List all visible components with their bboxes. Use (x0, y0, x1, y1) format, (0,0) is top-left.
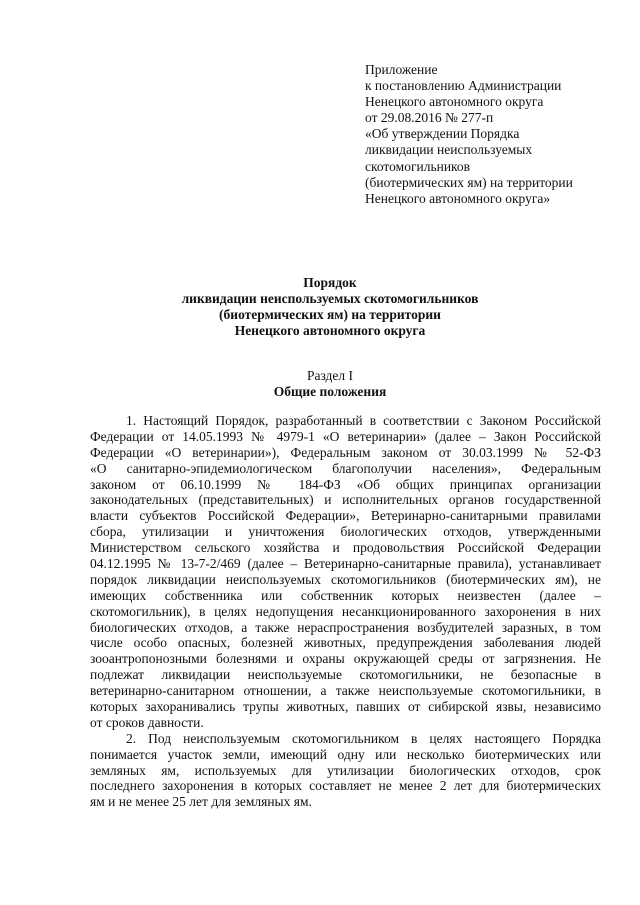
text-line: ветеринарно-санитарном отношении, а также неиспользуемые скотомогильники, в (90, 683, 601, 699)
text-line: Федерации «О ветеринарии»), Федеральным законом от 30.03.1999 № 52-ФЗ (90, 444, 601, 460)
text-line: ям и не менее 25 лет для земляных ям. (90, 794, 312, 810)
title-line: Ненецкого автономного округа (234, 323, 426, 338)
text-line: Министерством сельского хозяйства и продовольствия Российской Федерации (90, 540, 601, 556)
text-line: сбора, утилизации и уничтожения биологических отходов, утвержденными (90, 524, 601, 540)
appendix-line: от 29.08.2016 № 277-п (365, 110, 494, 126)
text-line: 2. Под неиспользуемым скотомогильником в целях настоящего Порядка (126, 730, 601, 746)
text-line: Федерации от 14.05.1993 № 4979-1 «О ветеринарии» (далее – Закон Российской (90, 428, 601, 444)
appendix-line: скотомогильников (365, 158, 471, 174)
appendix-line: к постановлению Администрации (365, 78, 562, 94)
text-line: биологических отходов, а также нераспространения возбудителей заразных, в том (90, 619, 601, 635)
text-line: понимается участок земли, имеющий одну или несколько биотермических или (90, 746, 601, 762)
text-line: зооантропонозными болезнями и охраны окружающей среды от загрязнения. Не (90, 651, 601, 667)
appendix-header (365, 62, 625, 207)
text-line: скотомогильник), в целях недопущения несанкционированного захоронения в них (90, 603, 601, 619)
text-line: 04.12.1995 № 13-7-2/469 (далее – Ветеринарно-санитарные правила), устанавливает (90, 556, 601, 572)
appendix-line: ликвидации неиспользуемых (365, 142, 533, 158)
text-line: подлежат ликвидации неиспользуемые скотомогильники, не безопасные в (90, 667, 601, 683)
appendix-line: (биотермических ям) на территории (365, 174, 573, 190)
title-line: Порядок (303, 275, 357, 290)
text-line: последнего захоронения в которых составляет не менее 2 лет для биотермических (90, 778, 601, 794)
appendix-line: Ненецкого автономного округа (365, 94, 544, 110)
paragraph-1 (90, 413, 601, 731)
text-line: законодательных (представительных) и исполнительных органов государственной (90, 492, 601, 508)
text-line: земляных ям, используемых для утилизации биологических отходов, срок (90, 762, 601, 778)
appendix-line: Ненецкого автономного округа» (365, 190, 551, 206)
text-line: имеющих собственника или собственник которых неизвестен (далее – (90, 587, 601, 603)
text-line: порядок ликвидации неиспользуемых скотомогильников (биотермических ям), не (90, 571, 601, 587)
text-line: «О санитарно-эпидемиологическом благополучии населения», Федеральным (90, 460, 601, 476)
body-text (90, 413, 601, 810)
appendix-line: Приложение (365, 62, 438, 77)
title-line: (биотермических ям) на территории (219, 307, 441, 322)
text-line: законом от 06.10.1999 № 184-ФЗ «Об общих принципах организации (90, 476, 601, 492)
text-line: числе особо опасных, болезней животных, предупреждения заболевания людей (90, 635, 601, 651)
text-line: от сроков давности. (90, 714, 204, 730)
paragraph-2 (90, 731, 601, 810)
text-line: которых захоранивались трупы животных, павших от сибирской язвы, независимо (90, 699, 601, 715)
text-line: власти субъектов Российской Федерации», Ветеринарно-санитарными правилами (90, 508, 601, 524)
section-heading: Общие положения (273, 384, 387, 399)
document-title (88, 275, 572, 339)
appendix-line: «Об утверждении Порядка (365, 126, 520, 142)
section-header (88, 368, 572, 400)
title-line: ликвидации неиспользуемых скотомогильников (181, 291, 479, 306)
text-line: 1. Настоящий Порядок, разработанный в соответствии с Законом Российской (126, 413, 601, 428)
section-label: Раздел I (306, 368, 354, 383)
